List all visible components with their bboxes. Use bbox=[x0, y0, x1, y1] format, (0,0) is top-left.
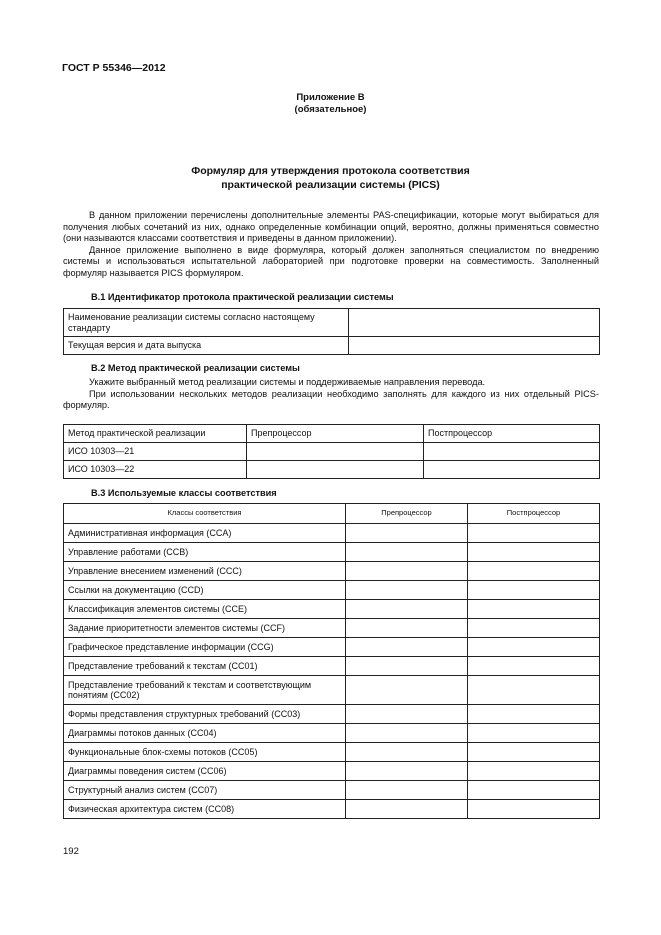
postprocessor-cell[interactable] bbox=[468, 562, 600, 581]
class-label: Представление требований к текстам (CC01) bbox=[64, 657, 346, 676]
appendix-status: (обязательное) bbox=[294, 104, 367, 115]
class-label: Формы представления структурных требований (CC03) bbox=[64, 705, 346, 724]
table-row bbox=[64, 543, 600, 562]
preprocessor-cell[interactable] bbox=[346, 705, 468, 724]
postprocessor-cell[interactable] bbox=[468, 781, 600, 800]
class-label: Графическое представление информации (CCG) bbox=[64, 638, 346, 657]
class-label: Диаграммы поведения систем (CC06) bbox=[64, 762, 346, 781]
document-title-line1: Формуляр для утверждения протокола соответствия bbox=[191, 165, 470, 177]
table-header-row bbox=[64, 425, 600, 443]
preprocessor-cell[interactable] bbox=[346, 724, 468, 743]
class-label: Физическая архитектура систем (CC08) bbox=[64, 800, 346, 819]
preprocessor-cell[interactable] bbox=[346, 524, 468, 543]
preprocessor-cell[interactable] bbox=[346, 619, 468, 638]
postprocessor-cell[interactable] bbox=[468, 543, 600, 562]
preprocessor-cell[interactable] bbox=[346, 762, 468, 781]
conformance-classes-table bbox=[63, 503, 600, 819]
row-label: Текущая версия и дата выпуска bbox=[64, 337, 349, 355]
section-b3-heading: В.3 Используемые классы соответствия bbox=[91, 488, 277, 498]
preprocessor-cell[interactable] bbox=[346, 800, 468, 819]
table-row bbox=[64, 705, 600, 724]
postprocessor-cell[interactable] bbox=[468, 676, 600, 705]
preprocessor-cell[interactable] bbox=[346, 543, 468, 562]
page-number: 192 bbox=[63, 846, 79, 857]
class-label: Классификация элементов системы (CCE) bbox=[64, 600, 346, 619]
table-row bbox=[64, 743, 600, 762]
table-row bbox=[64, 676, 600, 705]
postprocessor-cell[interactable] bbox=[468, 657, 600, 676]
standard-designation: ГОСТ Р 55346—2012 bbox=[62, 62, 166, 74]
method-label: ИСО 10303—21 bbox=[64, 443, 247, 461]
column-header: Препроцессор bbox=[346, 504, 468, 524]
table-row bbox=[64, 562, 600, 581]
preprocessor-cell[interactable] bbox=[247, 443, 424, 461]
intro-paragraph-2: Данное приложение выполнено в виде формуляра, который должен заполняться специалистом по внедрению системы и использоваться испытательной лабораторией при подготовке проверки на совместимость. Заполненный формуляр называется PICS формуляром. bbox=[63, 244, 599, 278]
postprocessor-cell[interactable] bbox=[468, 524, 600, 543]
implementation-id-table bbox=[63, 308, 600, 355]
class-label: Задание приоритетности элементов системы (CCF) bbox=[64, 619, 346, 638]
b2-paragraph-1: Укажите выбранный метод реализации системы и поддерживаемые направления перевода. bbox=[89, 377, 486, 387]
table-row bbox=[64, 337, 600, 355]
table-row bbox=[64, 724, 600, 743]
intro-paragraph-1: В данном приложении перечислены дополнительные элементы PAS-спецификации, которые могут выбираться для получения любых сочетаний из них, однако определенные комбинации опций, вероятно, должны применяться совместно (они называются классами соответствия и приведены в данном приложении). bbox=[63, 210, 599, 244]
postprocessor-cell[interactable] bbox=[468, 724, 600, 743]
preprocessor-cell[interactable] bbox=[346, 562, 468, 581]
postprocessor-cell[interactable] bbox=[468, 581, 600, 600]
postprocessor-cell[interactable] bbox=[468, 800, 600, 819]
preprocessor-cell[interactable] bbox=[346, 781, 468, 800]
class-label: Представление требований к текстам и соответствующим понятиям (CC02) bbox=[64, 676, 346, 705]
postprocessor-cell[interactable] bbox=[468, 705, 600, 724]
method-label: ИСО 10303—22 bbox=[64, 461, 247, 479]
section-b2-heading: В.2 Метод практической реализации системы bbox=[91, 363, 300, 373]
input-cell[interactable] bbox=[349, 309, 600, 337]
table-row bbox=[64, 524, 600, 543]
table-row bbox=[64, 443, 600, 461]
b2-paragraph-2: При использовании нескольких методов реализации необходимо заполнять для каждого из них отдельный PICS-формуляр. bbox=[63, 388, 599, 411]
class-label: Управление внесением изменений (CCC) bbox=[64, 562, 346, 581]
table-row bbox=[64, 309, 600, 337]
table-row bbox=[64, 461, 600, 479]
input-cell[interactable] bbox=[349, 337, 600, 355]
table-row bbox=[64, 600, 600, 619]
class-label: Диаграммы потоков данных (CC04) bbox=[64, 724, 346, 743]
section-b2-text bbox=[63, 377, 599, 412]
postprocessor-cell[interactable] bbox=[424, 443, 600, 461]
column-header: Классы соответствия bbox=[64, 504, 346, 524]
postprocessor-cell[interactable] bbox=[468, 762, 600, 781]
preprocessor-cell[interactable] bbox=[346, 581, 468, 600]
class-label: Управление работами (CCB) bbox=[64, 543, 346, 562]
postprocessor-cell[interactable] bbox=[468, 600, 600, 619]
document-title-line2: практической реализации системы (PICS) bbox=[221, 179, 440, 191]
column-header: Постпроцессор bbox=[468, 504, 600, 524]
postprocessor-cell[interactable] bbox=[468, 638, 600, 657]
column-header: Метод практической реализации bbox=[64, 425, 247, 443]
table-row bbox=[64, 762, 600, 781]
preprocessor-cell[interactable] bbox=[346, 657, 468, 676]
intro-text bbox=[63, 210, 599, 280]
class-label: Функциональные блок-схемы потоков (CC05) bbox=[64, 743, 346, 762]
preprocessor-cell[interactable] bbox=[247, 461, 424, 479]
implementation-method-table bbox=[63, 424, 600, 479]
preprocessor-cell[interactable] bbox=[346, 600, 468, 619]
table-row bbox=[64, 619, 600, 638]
table-row bbox=[64, 800, 600, 819]
section-b1-heading: В.1 Идентификатор протокола практической реализации системы bbox=[91, 292, 394, 302]
column-header: Постпроцессор bbox=[424, 425, 600, 443]
table-row bbox=[64, 781, 600, 800]
class-label: Структурный анализ систем (CC07) bbox=[64, 781, 346, 800]
preprocessor-cell[interactable] bbox=[346, 638, 468, 657]
row-label: Наименование реализации системы согласно настоящему стандарту bbox=[64, 309, 349, 337]
preprocessor-cell[interactable] bbox=[346, 743, 468, 762]
table-row bbox=[64, 581, 600, 600]
class-label: Ссылки на документацию (CCD) bbox=[64, 581, 346, 600]
table-header-row bbox=[64, 504, 600, 524]
postprocessor-cell[interactable] bbox=[424, 461, 600, 479]
postprocessor-cell[interactable] bbox=[468, 743, 600, 762]
postprocessor-cell[interactable] bbox=[468, 619, 600, 638]
preprocessor-cell[interactable] bbox=[346, 676, 468, 705]
column-header: Препроцессор bbox=[247, 425, 424, 443]
table-row bbox=[64, 638, 600, 657]
class-label: Административная информация (CCA) bbox=[64, 524, 346, 543]
table-row bbox=[64, 657, 600, 676]
appendix-title: Приложение В bbox=[296, 92, 365, 103]
